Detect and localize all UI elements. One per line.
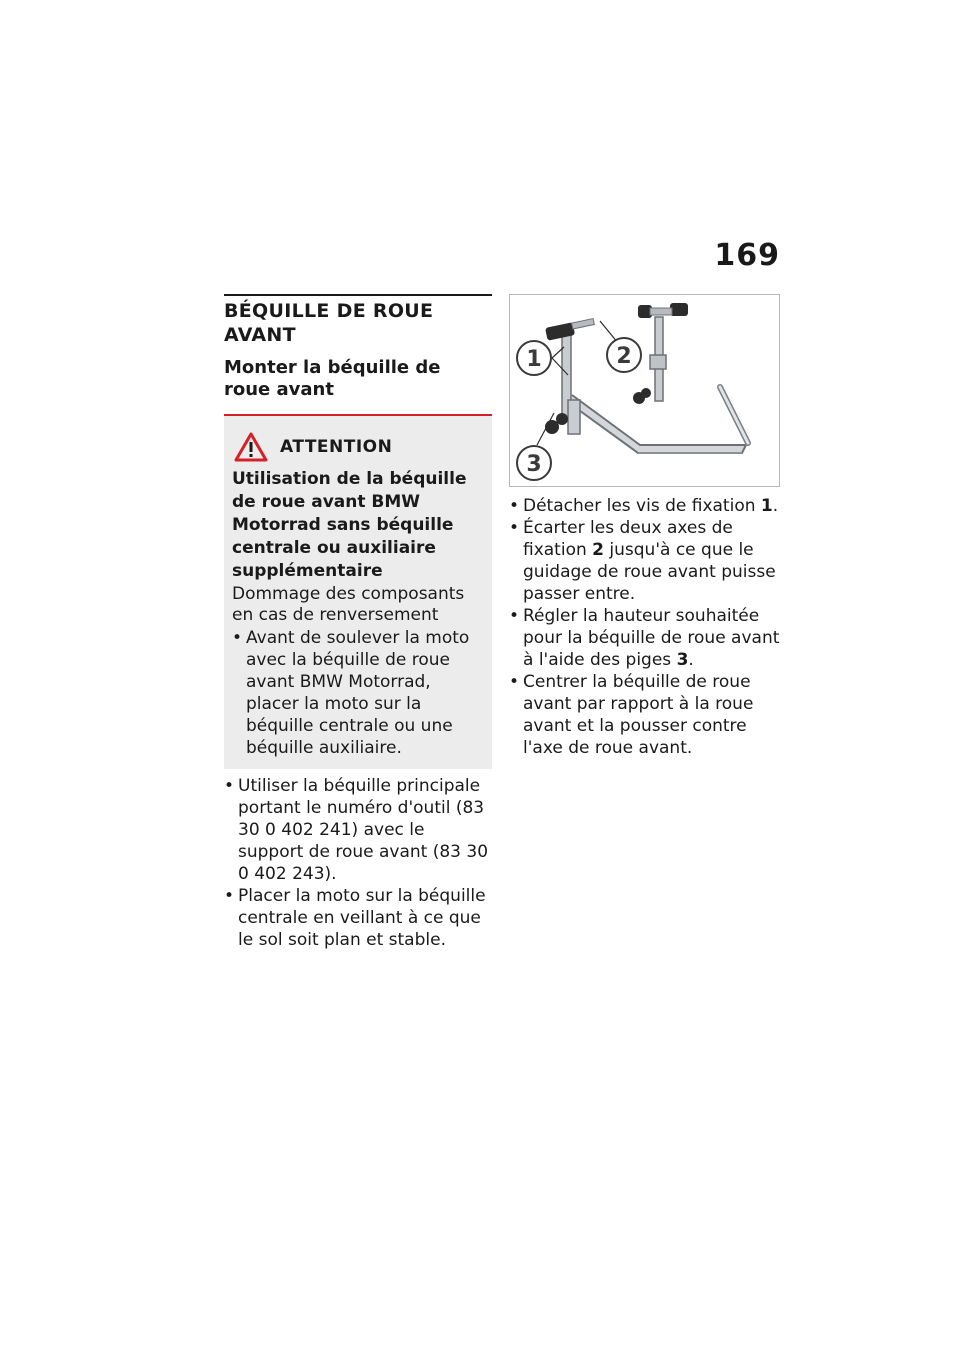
reference-number: 1 <box>760 496 773 516</box>
right-column <box>509 294 780 759</box>
list-item: • Régler la hauteur souhaitée pour la béquille de roue avant à l'aide des piges 3. <box>509 605 780 671</box>
page-number: 169 <box>714 238 780 273</box>
warning-instructions <box>232 627 484 759</box>
subsection-title: Monter la béquille de roue avant <box>224 357 492 416</box>
list-item: • Placer la moto sur la béquille centrale en veillant à ce que le sol soit plan et stable. <box>224 885 492 951</box>
list-item: • Centrer la béquille de roue avant par rapport à la roue avant et la pousser contre l'axe de roue avant. <box>509 671 780 759</box>
warning-label: ATTENTION <box>280 437 393 457</box>
front-stand-figure <box>509 294 780 487</box>
callout-3 <box>517 446 551 480</box>
left-steps-list <box>224 775 492 951</box>
reference-number: 3 <box>676 650 689 670</box>
warning-box <box>224 416 492 769</box>
callout-2 <box>607 338 641 372</box>
callout-2-label: 2 <box>616 344 632 369</box>
section-title: BÉQUILLE DE ROUE AVANT <box>224 294 492 347</box>
front-stand-illustration <box>510 295 779 486</box>
warning-triangle-icon <box>234 432 268 462</box>
list-item: • Détacher les vis de fixation 1. <box>509 495 780 517</box>
warning-consequence: Dommage des composants en cas de renversement <box>232 584 465 625</box>
callout-1-label: 1 <box>526 347 542 372</box>
list-item: • Utiliser la béquille principale portant le numéro d'outil (83 30 0 402 241) avec le support de roue avant (83 30 0 402 243). <box>224 775 492 885</box>
callout-3-label: 3 <box>526 452 542 477</box>
callout-1 <box>517 341 551 375</box>
list-item: • Écarter les deux axes de fixation 2 jusqu'à ce que le guidage de roue avant puisse passer entre. <box>509 517 780 605</box>
warning-header <box>232 432 484 462</box>
warning-instruction: • Avant de soulever la moto avec la béquille de roue avant BMW Motorrad, placer la moto sur la béquille centrale ou une béquille auxiliaire. <box>232 627 484 759</box>
left-column <box>224 294 492 951</box>
reference-number: 2 <box>592 540 604 560</box>
warning-title: Utilisation de la béquille de roue avant BMW Motorrad sans béquille centrale ou auxiliaire supplémentaire <box>232 469 467 581</box>
right-steps-list <box>509 495 780 759</box>
